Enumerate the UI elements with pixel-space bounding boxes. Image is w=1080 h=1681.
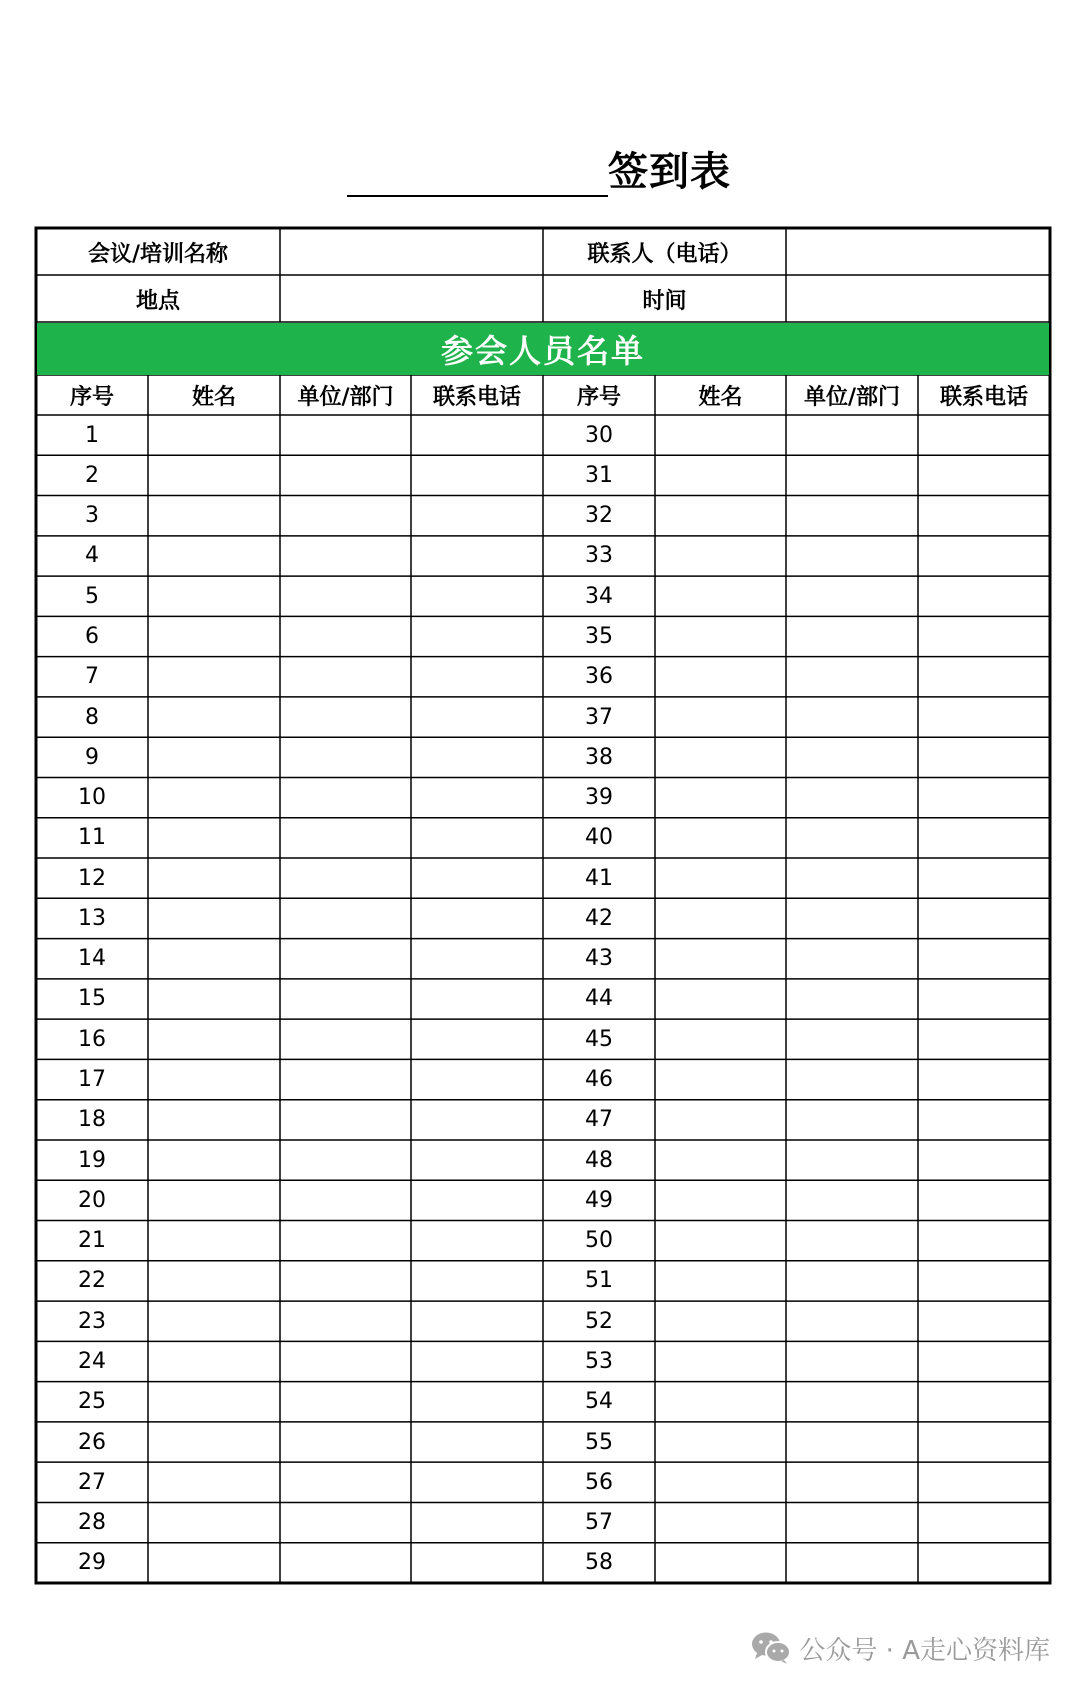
- name-cell[interactable]: [656, 1262, 785, 1300]
- name-cell[interactable]: [149, 1342, 279, 1380]
- name-cell[interactable]: [656, 698, 785, 736]
- name-cell[interactable]: [149, 1383, 279, 1421]
- phone-cell[interactable]: [919, 1262, 1049, 1300]
- phone-cell[interactable]: [412, 859, 542, 897]
- department-cell[interactable]: [787, 1060, 917, 1098]
- phone-cell[interactable]: [412, 1463, 542, 1501]
- wechat-icon: [751, 1631, 791, 1665]
- row-number: 51: [585, 1268, 613, 1294]
- phone-cell[interactable]: [412, 497, 542, 535]
- row-number: 19: [78, 1147, 106, 1173]
- row-number: 57: [585, 1510, 613, 1536]
- name-cell[interactable]: [656, 1181, 785, 1219]
- row-number: 15: [78, 986, 106, 1012]
- row-number: 5: [85, 583, 99, 609]
- row-number: 53: [585, 1348, 613, 1374]
- name-cell[interactable]: [149, 1020, 279, 1058]
- name-cell[interactable]: [656, 899, 785, 937]
- time-field[interactable]: [787, 276, 1049, 322]
- department-cell[interactable]: [281, 537, 410, 575]
- phone-cell[interactable]: [919, 819, 1049, 857]
- name-cell[interactable]: [149, 1544, 279, 1582]
- department-cell[interactable]: [281, 497, 410, 535]
- name-cell[interactable]: [656, 940, 785, 978]
- phone-cell[interactable]: [919, 1342, 1049, 1380]
- phone-cell[interactable]: [412, 1383, 542, 1421]
- department-cell[interactable]: [787, 1383, 917, 1421]
- department-cell[interactable]: [787, 1141, 917, 1179]
- department-cell[interactable]: [281, 738, 410, 776]
- phone-cell[interactable]: [919, 1101, 1049, 1139]
- phone-cell[interactable]: [919, 738, 1049, 776]
- department-cell[interactable]: [787, 1101, 917, 1139]
- department-cell[interactable]: [281, 1423, 410, 1461]
- row-number: 14: [78, 946, 106, 972]
- phone-cell[interactable]: [412, 658, 542, 696]
- name-cell[interactable]: [656, 1383, 785, 1421]
- name-cell[interactable]: [149, 1503, 279, 1541]
- department-cell[interactable]: [281, 577, 410, 615]
- phone-cell[interactable]: [412, 1423, 542, 1461]
- row-number: 32: [585, 503, 613, 529]
- department-cell[interactable]: [787, 819, 917, 857]
- department-cell[interactable]: [281, 1060, 410, 1098]
- row-number: 42: [585, 905, 613, 931]
- phone-cell[interactable]: [412, 1302, 542, 1340]
- column-header: 联系电话: [939, 384, 1028, 410]
- row-number: 12: [78, 865, 106, 891]
- page-title: 签到表: [608, 149, 731, 195]
- department-cell[interactable]: [787, 1181, 917, 1219]
- phone-cell[interactable]: [919, 658, 1049, 696]
- name-cell[interactable]: [656, 819, 785, 857]
- row-number: 34: [585, 583, 613, 609]
- name-cell[interactable]: [656, 1222, 785, 1260]
- department-cell[interactable]: [787, 738, 917, 776]
- department-cell[interactable]: [281, 1342, 410, 1380]
- column-header: 姓名: [698, 384, 743, 410]
- phone-cell[interactable]: [919, 1503, 1049, 1541]
- name-cell[interactable]: [656, 980, 785, 1018]
- name-cell[interactable]: [656, 738, 785, 776]
- phone-cell[interactable]: [919, 1181, 1049, 1219]
- department-cell[interactable]: [281, 1101, 410, 1139]
- department-cell[interactable]: [281, 617, 410, 655]
- location-label: 地点: [135, 288, 180, 314]
- phone-cell[interactable]: [919, 1020, 1049, 1058]
- row-number: 6: [85, 624, 99, 649]
- phone-cell[interactable]: [919, 1060, 1049, 1098]
- watermark-text: 公众号 · A走心资料库: [799, 1635, 1050, 1666]
- phone-cell[interactable]: [412, 1101, 542, 1139]
- department-cell[interactable]: [787, 497, 917, 535]
- attendee-list-banner: 参会人员名单: [37, 323, 1049, 375]
- name-cell[interactable]: [149, 617, 279, 655]
- row-number: 16: [78, 1026, 106, 1052]
- name-cell[interactable]: [656, 1342, 785, 1380]
- name-cell[interactable]: [656, 1101, 785, 1139]
- phone-cell[interactable]: [919, 1141, 1049, 1179]
- row-number: 35: [585, 624, 613, 649]
- department-cell[interactable]: [281, 1262, 410, 1300]
- phone-cell[interactable]: [919, 617, 1049, 655]
- name-cell[interactable]: [656, 1302, 785, 1340]
- time-label: 时间: [642, 288, 687, 314]
- phone-cell[interactable]: [412, 1544, 542, 1582]
- department-cell[interactable]: [787, 658, 917, 696]
- department-cell[interactable]: [787, 617, 917, 655]
- department-cell[interactable]: [787, 778, 917, 816]
- department-cell[interactable]: [787, 980, 917, 1018]
- department-cell[interactable]: [787, 416, 917, 454]
- department-cell[interactable]: [281, 1020, 410, 1058]
- row-number: 33: [585, 543, 613, 569]
- department-cell[interactable]: [787, 1262, 917, 1300]
- row-number: 30: [585, 422, 613, 448]
- contact-field[interactable]: [787, 229, 1049, 275]
- phone-cell[interactable]: [412, 537, 542, 575]
- row-number: 38: [585, 744, 613, 770]
- department-cell[interactable]: [787, 1222, 917, 1260]
- row-number: 4: [85, 543, 99, 569]
- department-cell[interactable]: [281, 1383, 410, 1421]
- phone-cell[interactable]: [919, 577, 1049, 615]
- phone-cell[interactable]: [412, 1060, 542, 1098]
- row-number: 54: [585, 1389, 613, 1415]
- name-cell[interactable]: [149, 1141, 279, 1179]
- row-number: 47: [585, 1107, 613, 1133]
- row-number: 10: [78, 785, 106, 811]
- name-cell[interactable]: [149, 456, 279, 494]
- department-cell[interactable]: [281, 859, 410, 897]
- name-cell[interactable]: [149, 577, 279, 615]
- row-number: 49: [585, 1187, 613, 1213]
- phone-cell[interactable]: [919, 456, 1049, 494]
- row-number: 20: [78, 1187, 106, 1213]
- row-number: 48: [585, 1147, 613, 1173]
- department-cell[interactable]: [787, 940, 917, 978]
- phone-cell[interactable]: [412, 1020, 542, 1058]
- row-number: 28: [78, 1510, 106, 1536]
- department-cell[interactable]: [281, 456, 410, 494]
- department-cell[interactable]: [281, 940, 410, 978]
- department-cell[interactable]: [281, 1181, 410, 1219]
- row-number: 39: [585, 785, 613, 811]
- department-cell[interactable]: [787, 577, 917, 615]
- phone-cell[interactable]: [412, 778, 542, 816]
- name-cell[interactable]: [149, 1423, 279, 1461]
- department-cell[interactable]: [787, 1544, 917, 1582]
- column-header: 序号: [69, 384, 114, 410]
- phone-cell[interactable]: [919, 416, 1049, 454]
- department-cell[interactable]: [787, 1503, 917, 1541]
- row-number: 37: [585, 704, 613, 730]
- department-cell[interactable]: [281, 980, 410, 1018]
- row-number: 13: [78, 905, 106, 931]
- name-cell[interactable]: [149, 698, 279, 736]
- row-number: 27: [78, 1469, 106, 1495]
- phone-cell[interactable]: [412, 1262, 542, 1300]
- department-cell[interactable]: [787, 1423, 917, 1461]
- row-number: 46: [585, 1067, 613, 1093]
- name-cell[interactable]: [656, 1544, 785, 1582]
- row-number: 50: [585, 1228, 613, 1254]
- phone-cell[interactable]: [412, 698, 542, 736]
- row-number: 2: [85, 462, 99, 488]
- department-cell[interactable]: [787, 859, 917, 897]
- name-cell[interactable]: [149, 1302, 279, 1340]
- name-cell[interactable]: [656, 1463, 785, 1501]
- name-cell[interactable]: [656, 537, 785, 575]
- phone-cell[interactable]: [919, 1463, 1049, 1501]
- name-cell[interactable]: [149, 859, 279, 897]
- column-header: 序号: [576, 384, 621, 410]
- meeting-name-label: 会议/培训名称: [87, 241, 229, 267]
- phone-cell[interactable]: [919, 698, 1049, 736]
- department-cell[interactable]: [787, 899, 917, 937]
- row-number: 25: [78, 1389, 106, 1415]
- phone-cell[interactable]: [412, 1503, 542, 1541]
- phone-cell[interactable]: [412, 1181, 542, 1219]
- phone-cell[interactable]: [919, 980, 1049, 1018]
- row-number: 17: [78, 1067, 106, 1093]
- name-cell[interactable]: [656, 1020, 785, 1058]
- row-number: 45: [585, 1026, 613, 1052]
- phone-cell[interactable]: [919, 940, 1049, 978]
- phone-cell[interactable]: [412, 577, 542, 615]
- phone-cell[interactable]: [412, 819, 542, 857]
- phone-cell[interactable]: [919, 899, 1049, 937]
- name-cell[interactable]: [656, 617, 785, 655]
- phone-cell[interactable]: [412, 738, 542, 776]
- name-cell[interactable]: [149, 537, 279, 575]
- row-number: 58: [585, 1550, 613, 1576]
- name-cell[interactable]: [149, 1060, 279, 1098]
- name-cell[interactable]: [149, 416, 279, 454]
- phone-cell[interactable]: [412, 617, 542, 655]
- row-number: 36: [585, 664, 613, 690]
- name-cell[interactable]: [656, 577, 785, 615]
- row-number: 43: [585, 946, 613, 972]
- title-blank-line: [347, 195, 608, 197]
- department-cell[interactable]: [281, 1302, 410, 1340]
- name-cell[interactable]: [149, 1262, 279, 1300]
- phone-cell[interactable]: [919, 497, 1049, 535]
- phone-cell[interactable]: [919, 1423, 1049, 1461]
- name-cell[interactable]: [149, 658, 279, 696]
- phone-cell[interactable]: [412, 456, 542, 494]
- name-cell[interactable]: [656, 658, 785, 696]
- department-cell[interactable]: [281, 1463, 410, 1501]
- column-header: 联系电话: [432, 384, 521, 410]
- row-number: 31: [585, 462, 613, 488]
- name-cell[interactable]: [656, 1503, 785, 1541]
- row-number: 24: [78, 1348, 106, 1374]
- row-number: 44: [585, 986, 613, 1012]
- row-number: 55: [585, 1429, 613, 1455]
- phone-cell[interactable]: [412, 899, 542, 937]
- phone-cell[interactable]: [919, 1222, 1049, 1260]
- phone-cell[interactable]: [412, 1141, 542, 1179]
- department-cell[interactable]: [281, 778, 410, 816]
- row-number: 41: [585, 865, 613, 891]
- row-number: 9: [85, 744, 99, 770]
- row-number: 3: [85, 503, 99, 529]
- department-cell[interactable]: [281, 698, 410, 736]
- department-cell[interactable]: [787, 1020, 917, 1058]
- name-cell[interactable]: [656, 416, 785, 454]
- name-cell[interactable]: [149, 778, 279, 816]
- department-cell[interactable]: [281, 1544, 410, 1582]
- name-cell[interactable]: [656, 456, 785, 494]
- phone-cell[interactable]: [919, 1383, 1049, 1421]
- name-cell[interactable]: [656, 859, 785, 897]
- column-header: 单位/部门: [297, 384, 394, 410]
- name-cell[interactable]: [149, 497, 279, 535]
- row-number: 18: [78, 1107, 106, 1133]
- department-cell[interactable]: [281, 1503, 410, 1541]
- name-cell[interactable]: [656, 1141, 785, 1179]
- name-cell[interactable]: [656, 778, 785, 816]
- department-cell[interactable]: [281, 1222, 410, 1260]
- department-cell[interactable]: [281, 416, 410, 454]
- phone-cell[interactable]: [412, 416, 542, 454]
- meeting-name-field[interactable]: [281, 229, 542, 275]
- row-number: 1: [85, 422, 99, 448]
- row-number: 11: [78, 825, 106, 851]
- name-cell[interactable]: [149, 1101, 279, 1139]
- phone-cell[interactable]: [412, 1222, 542, 1260]
- department-cell[interactable]: [787, 698, 917, 736]
- phone-cell[interactable]: [412, 1342, 542, 1380]
- department-cell[interactable]: [281, 899, 410, 937]
- department-cell[interactable]: [787, 1463, 917, 1501]
- department-cell[interactable]: [281, 658, 410, 696]
- name-cell[interactable]: [656, 1423, 785, 1461]
- department-cell[interactable]: [787, 537, 917, 575]
- department-cell[interactable]: [787, 1342, 917, 1380]
- department-cell[interactable]: [787, 456, 917, 494]
- row-number: 56: [585, 1469, 613, 1495]
- watermark: [708, 1628, 1050, 1668]
- column-header: 姓名: [191, 384, 236, 410]
- row-number: 26: [78, 1429, 106, 1455]
- name-cell[interactable]: [149, 819, 279, 857]
- name-cell[interactable]: [149, 1222, 279, 1260]
- phone-cell[interactable]: [919, 1302, 1049, 1340]
- location-field[interactable]: [281, 276, 542, 322]
- department-cell[interactable]: [281, 819, 410, 857]
- contact-label: 联系人（电话）: [587, 241, 742, 267]
- name-cell[interactable]: [149, 1463, 279, 1501]
- name-cell[interactable]: [149, 980, 279, 1018]
- row-number: 21: [78, 1228, 106, 1254]
- row-number: 23: [78, 1308, 106, 1334]
- name-cell[interactable]: [656, 1060, 785, 1098]
- row-number: 8: [85, 704, 99, 730]
- name-cell[interactable]: [149, 738, 279, 776]
- row-number: 7: [85, 664, 99, 690]
- name-cell[interactable]: [149, 940, 279, 978]
- phone-cell[interactable]: [412, 940, 542, 978]
- phone-cell[interactable]: [919, 1544, 1049, 1582]
- row-number: 29: [78, 1550, 106, 1576]
- phone-cell[interactable]: [919, 537, 1049, 575]
- department-cell[interactable]: [281, 1141, 410, 1179]
- phone-cell[interactable]: [919, 859, 1049, 897]
- name-cell[interactable]: [149, 899, 279, 937]
- column-header: 单位/部门: [803, 384, 901, 410]
- department-cell[interactable]: [787, 1302, 917, 1340]
- phone-cell[interactable]: [919, 778, 1049, 816]
- row-number: 22: [78, 1268, 106, 1294]
- name-cell[interactable]: [149, 1181, 279, 1219]
- row-number: 52: [585, 1308, 613, 1334]
- row-number: 40: [585, 825, 613, 851]
- phone-cell[interactable]: [412, 980, 542, 1018]
- name-cell[interactable]: [656, 497, 785, 535]
